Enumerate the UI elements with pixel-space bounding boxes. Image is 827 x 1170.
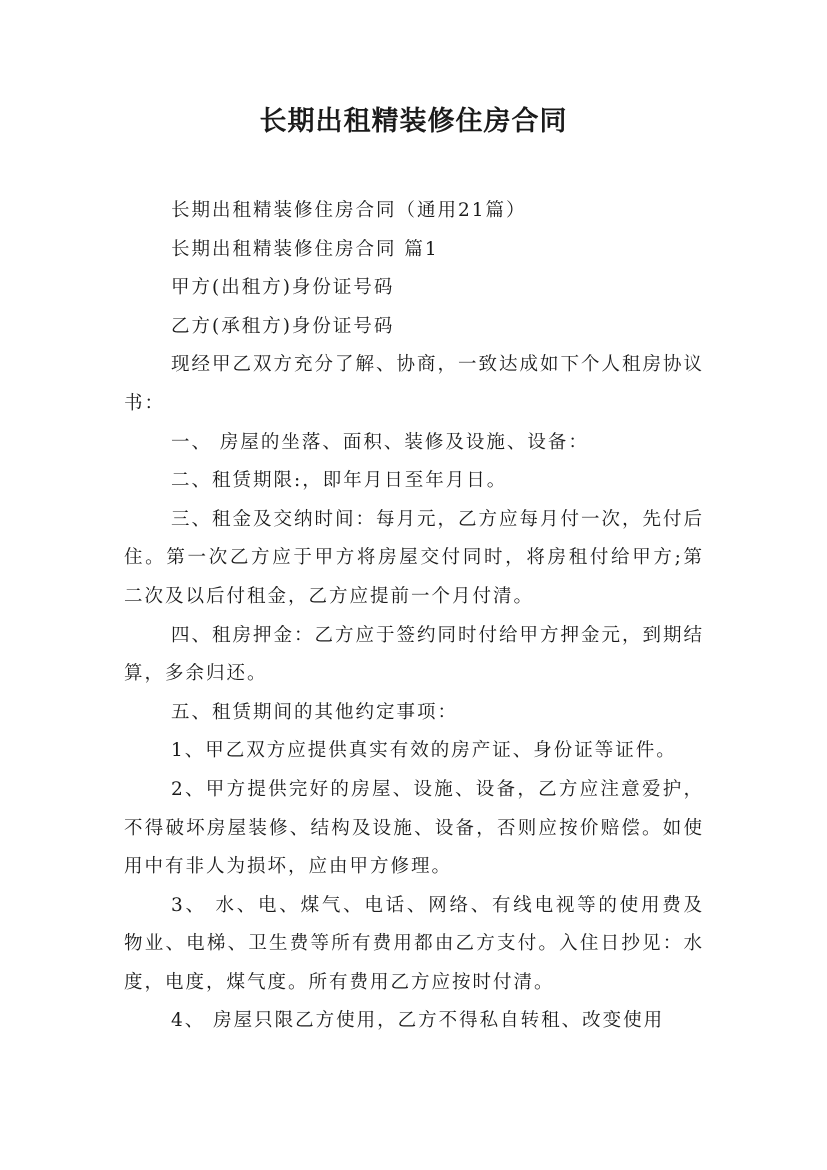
paragraph-item-1: 1、甲乙双方应提供真实有效的房产证、身份证等证件。 (171, 740, 677, 762)
paragraph-subtitle: 长期出租精装修住房合同（通用21篇） (171, 200, 527, 221)
paragraph-preamble: 现经甲乙双方充分了解、协商，一致达成如下个人租房协议书： (124, 354, 705, 414)
document-body (124, 192, 704, 1041)
paragraph-item-2: 2、甲方提供完好的房屋、设施、设备，乙方应注意爱护，不得破坏房屋装修、结构及设施、设备，否则应按价赔偿。如使用中有非人为损坏，应由甲方修理。 (124, 778, 704, 878)
paragraph-clause-4: 四、租房押金：乙方应于签约同时付给甲方押金元，到期结算，多余归还。 (124, 624, 705, 685)
paragraph-clause-5: 五、租赁期间的其他约定事项： (171, 701, 459, 723)
paragraph-item-3: 3、 水、电、煤气、电话、网络、有线电视等的使用费及物业、电梯、卫生费等所有费用都由乙方支付。入住日抄见：水度，电度，煤气度。所有费用乙方应按时付清。 (124, 894, 704, 993)
document-title: 长期出租精装修住房合同 (259, 106, 568, 137)
paragraph-clause-2: 二、租赁期限:，即年月日至年月日。 (171, 470, 508, 492)
paragraph-clause-1: 一、 房屋的坐落、面积、装修及设施、设备： (171, 431, 589, 453)
paragraph-section-heading: 长期出租精装修住房合同 篇1 (171, 238, 439, 260)
paragraph-clause-3: 三、租金及交纳时间：每月元，乙方应每月付一次，先付后住。第一次乙方应于甲方将房屋交付同时，将房租付给甲方;第二次及以后付租金，乙方应提前一个月付清。 (124, 508, 705, 607)
paragraph-party-b: 乙方(承租方)身份证号码 (171, 315, 395, 337)
paragraph-item-4: 4、 房屋只限乙方使用，乙方不得私自转租、改变使用 (171, 1010, 665, 1032)
paragraph-party-a: 甲方(出租方)身份证号码 (171, 277, 395, 299)
